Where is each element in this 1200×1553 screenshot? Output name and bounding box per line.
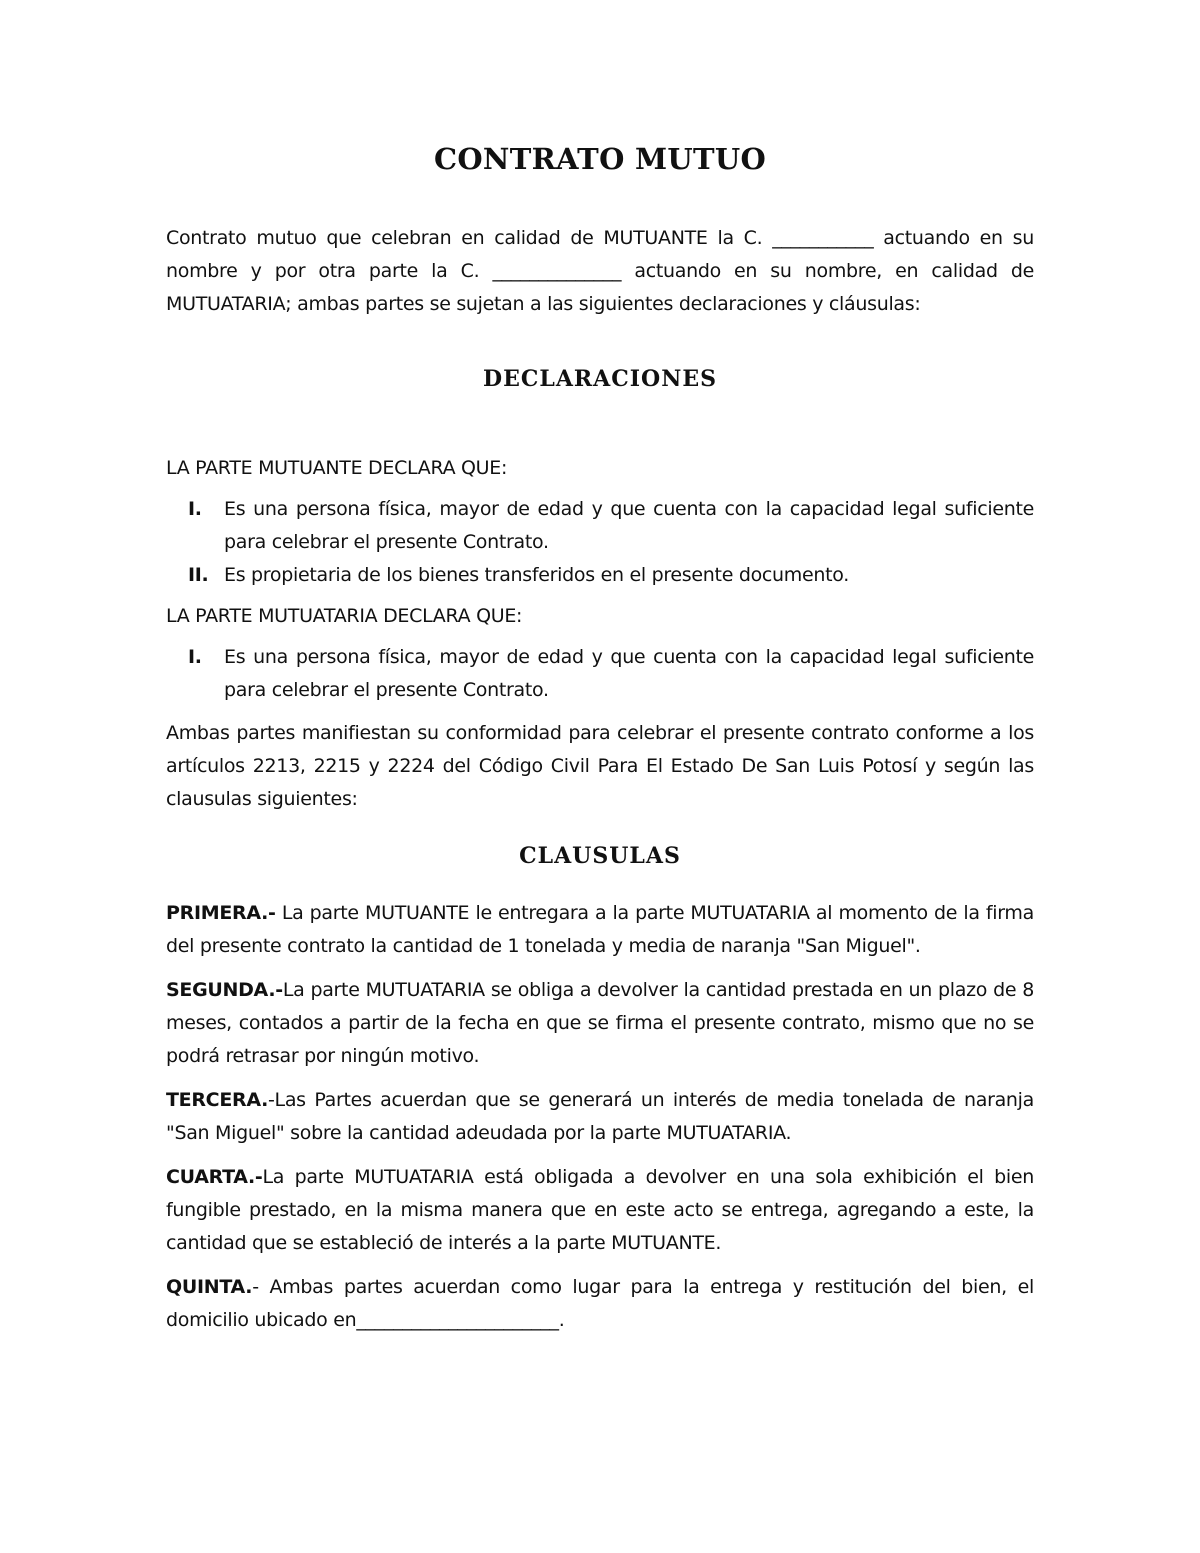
mutuante-declarations-list — [166, 493, 1034, 592]
clause-text: -Las Partes acuerdan que se generará un interés de media tonelada de naranja "San Miguel" sobre la cantidad adeudada por la parte MUTUATARIA. — [166, 1089, 1034, 1144]
clause-text: La parte MUTUANTE le entregara a la parte MUTUATARIA al momento de la firma del presente contrato la cantidad de 1 tonelada y media de naranja "San Miguel". — [166, 902, 1034, 957]
list-numeral: I. — [188, 646, 202, 668]
declarations-title: DECLARACIONES — [483, 366, 717, 392]
list-item — [166, 493, 1034, 559]
list-item — [166, 641, 1034, 707]
list-item-text: Es propietaria de los bienes transferidos en el presente documento. — [224, 564, 850, 586]
clause-label: PRIMERA.- — [166, 902, 276, 924]
list-item-text: Es una persona física, mayor de edad y que cuenta con la capacidad legal suficiente para celebrar el presente Contrato. — [224, 646, 1034, 701]
mutuataria-heading: LA PARTE MUTUATARIA DECLARA QUE: — [166, 605, 523, 627]
mutuataria-declarations-list — [166, 641, 1034, 707]
document-page — [166, 0, 1034, 1337]
clause-text: - Ambas partes acuerdan como lugar para la entrega y restitución del bien, el domicilio ubicado en______________________. — [166, 1276, 1034, 1331]
intro-paragraph: Contrato mutuo que celebran en calidad de MUTUANTE la C. ___________ actuando en su nombre y por otra parte la C. ______________ actuando en su nombre, en calidad de MUTUATARIA; ambas partes se sujetan a las siguientes declaraciones y cláusulas: — [166, 227, 1034, 315]
clause-quinta — [166, 1271, 1034, 1337]
both-parties-paragraph: Ambas partes manifiestan su conformidad para celebrar el presente contrato conforme a los artículos 2213, 2215 y 2224 del Código Civil Para El Estado De San Luis Potosí y según las clausulas siguientes: — [166, 722, 1034, 810]
clauses-title: CLAUSULAS — [519, 843, 681, 869]
list-numeral: I. — [188, 498, 202, 520]
clause-label: TERCERA. — [166, 1089, 268, 1111]
clause-label: CUARTA.- — [166, 1166, 263, 1188]
document-title: CONTRATO MUTUO — [433, 142, 767, 176]
clause-text: La parte MUTUATARIA se obliga a devolver la cantidad prestada en un plazo de 8 meses, contados a partir de la fecha en que se firma el presente contrato, mismo que no se podrá retrasar por ningún motivo. — [166, 979, 1034, 1067]
clause-label: QUINTA. — [166, 1276, 253, 1298]
clause-primera — [166, 897, 1034, 963]
list-item — [166, 559, 1034, 592]
clause-tercera — [166, 1084, 1034, 1150]
clause-text: La parte MUTUATARIA está obligada a devolver en una sola exhibición el bien fungible prestado, en la misma manera que en este acto se entrega, agregando a este, la cantidad que se estableció de interés a la parte MUTUANTE. — [166, 1166, 1034, 1254]
list-numeral: II. — [188, 564, 209, 586]
list-item-text: Es una persona física, mayor de edad y que cuenta con la capacidad legal suficiente para celebrar el presente Contrato. — [224, 498, 1034, 553]
clause-cuarta — [166, 1161, 1034, 1260]
mutuante-heading: LA PARTE MUTUANTE DECLARA QUE: — [166, 457, 508, 479]
clause-segunda — [166, 974, 1034, 1073]
clause-label: SEGUNDA.- — [166, 979, 283, 1001]
